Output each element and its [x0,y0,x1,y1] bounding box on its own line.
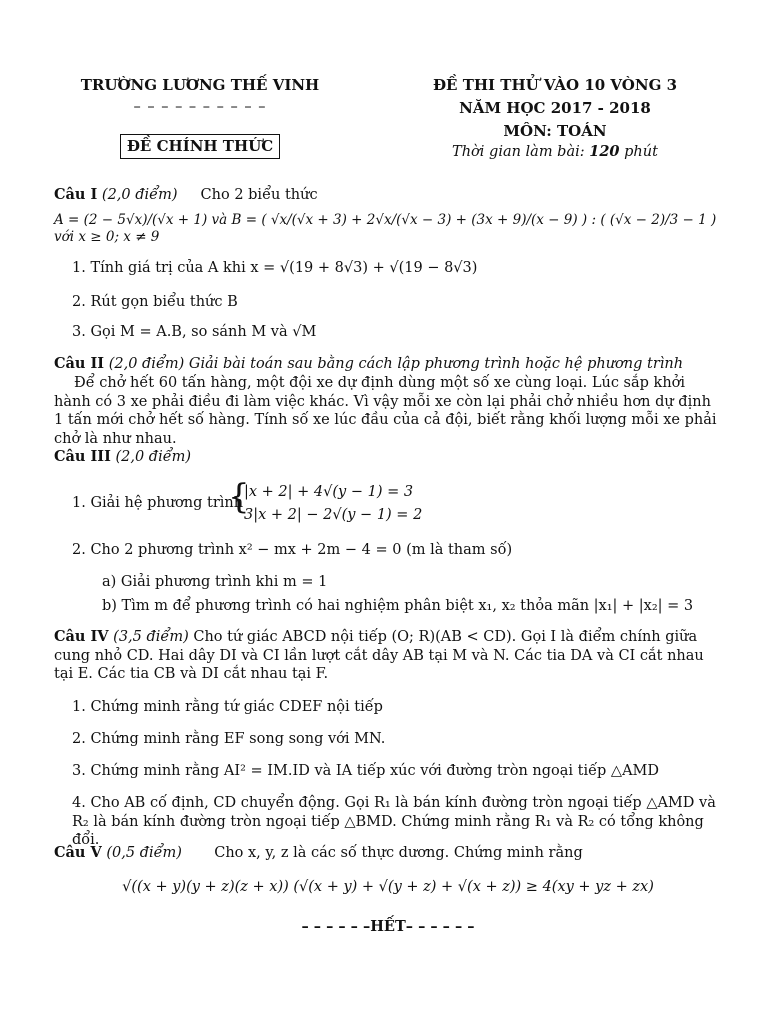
q1-intro: Cho 2 biểu thức [200,187,318,203]
q3-sub-b: b) Tìm m để phương trình có hai nghiệm phân biệt x₁, x₂ thỏa mãn |x₁| + |x₂| = 3 [102,598,694,614]
system-line-1: |x + 2| + 4√(y − 1) = 3 [244,484,414,500]
q5-label: Câu V [54,844,102,861]
official-badge-wrap [70,134,330,159]
system-brace: { [228,477,250,517]
q5-inequality: √((x + y)(y + z)(z + x)) (√(x + y) + √(y + z) + √(x + z)) ≥ 4(xy + yz + zx) [122,879,654,895]
q1-item-2: 2. Rút gọn biểu thức B [72,294,238,310]
q3-points: (2,0 điểm) [115,449,192,465]
q5-points: (0,5 điểm) [106,845,182,861]
q4-text: Cho tứ giác ABCD nội tiếp (O; R)(AB < CD). Gọi I là điểm chính giữa cung nhỏ CD. Hai dây DI và CI lần lượt cắt dây AB tại M và N. Các tia DA và CI cắt nhau tại E. Các tia CB và DI cắt nhau tại F. [54,629,704,683]
q5-intro: Cho x, y, z là các số thực dương. Chứng minh rằng [214,845,583,861]
time-label: Thời gian làm bài: [452,144,585,160]
q2-points: (2,0 điểm) Giải bài toán sau bằng cách lập phương trình hoặc hệ phương trình [108,356,684,372]
school-name: TRƯỜNG LƯƠNG THẾ VINH [80,76,320,94]
q3-item-2: 2. Cho 2 phương trình x² − mx + 2m − 4 = 0 (m là tham số) [72,542,513,558]
header-divider: – – – – – – – – – – [133,99,267,115]
q2-label: Câu II [54,355,105,372]
q3-label: Câu III [54,448,111,465]
time-unit: phút [624,144,658,160]
q4-item-2: 2. Chứng minh rằng EF song song với MN. [72,731,386,747]
q2-heading [54,355,722,374]
q3-sub-a: a) Giải phương trình khi m = 1 [102,574,328,590]
q3-item-1-text: 1. Giải hệ phương trình [72,495,244,511]
time-line [400,143,710,162]
q4-item-3: 3. Chứng minh rằng AI² = IM.ID và IA tiếp xúc với đường tròn ngoại tiếp △AMD [72,763,660,779]
system-line-2: 3|x + 2| − 2√(y − 1) = 2 [244,507,423,523]
official-badge: ĐỀ CHÍNH THỨC [120,134,280,159]
q4-block [54,628,722,684]
q1-heading [54,186,722,205]
school-year: NĂM HỌC 2017 - 2018 [459,99,651,117]
q4-item-4: 4. Cho AB cố định, CD chuyển động. Gọi R₁ là bán kính đường tròn ngoại tiếp △AMD và R₂ là bán kính đường tròn ngoại tiếp △BMD. Chứng minh rằng R₁ và R₂ có tổng không đổi. [72,795,716,849]
q3-heading [54,448,722,467]
q4-points: (3,5 điểm) [113,629,189,645]
q1-points: (2,0 điểm) [101,187,178,203]
q2-text: Để chở hết 60 tấn hàng, một đội xe dự định dùng một số xe cùng loại. Lúc sắp khởi hành có 3 xe phải điều đi làm việc khác. Vì vậy mỗi xe còn lại phải chở nhiều hơn dự định 1 tấn mới chở hết số hàng. Tính số xe lúc đầu của cả đội, biết rằng khối lượng mỗi xe phải chở là như nhau. [54,375,717,447]
time-value: 120 [589,143,620,160]
subject: MÔN: TOÁN [503,122,607,140]
q1-item-1: 1. Tính giá trị của A khi x = √(19 + 8√3) + √(19 − 8√3) [72,260,478,276]
q1-expression: A = (2 − 5√x)/(√x + 1) và B = ( √x/(√x + 3) + 2√x/(√x − 3) + (3x + 9)/(x − 9) ) : ( (√x − 2)/3 − 1 ) với x ≥ 0; x ≠ 9 [54,212,717,246]
end-marker: – – – – – –HẾT– – – – – – [301,918,475,935]
q4-item-1: 1. Chứng minh rằng tứ giác CDEF nội tiếp [72,699,383,715]
q1-label: Câu I [54,186,98,203]
q4-label: Câu IV [54,628,109,645]
q5-heading [54,844,722,863]
q1-item-3: 3. Gọi M = A.B, so sánh M và √M [72,324,317,340]
exam-title: ĐỀ THI THỬ VÀO 10 VÒNG 3 [432,76,678,94]
